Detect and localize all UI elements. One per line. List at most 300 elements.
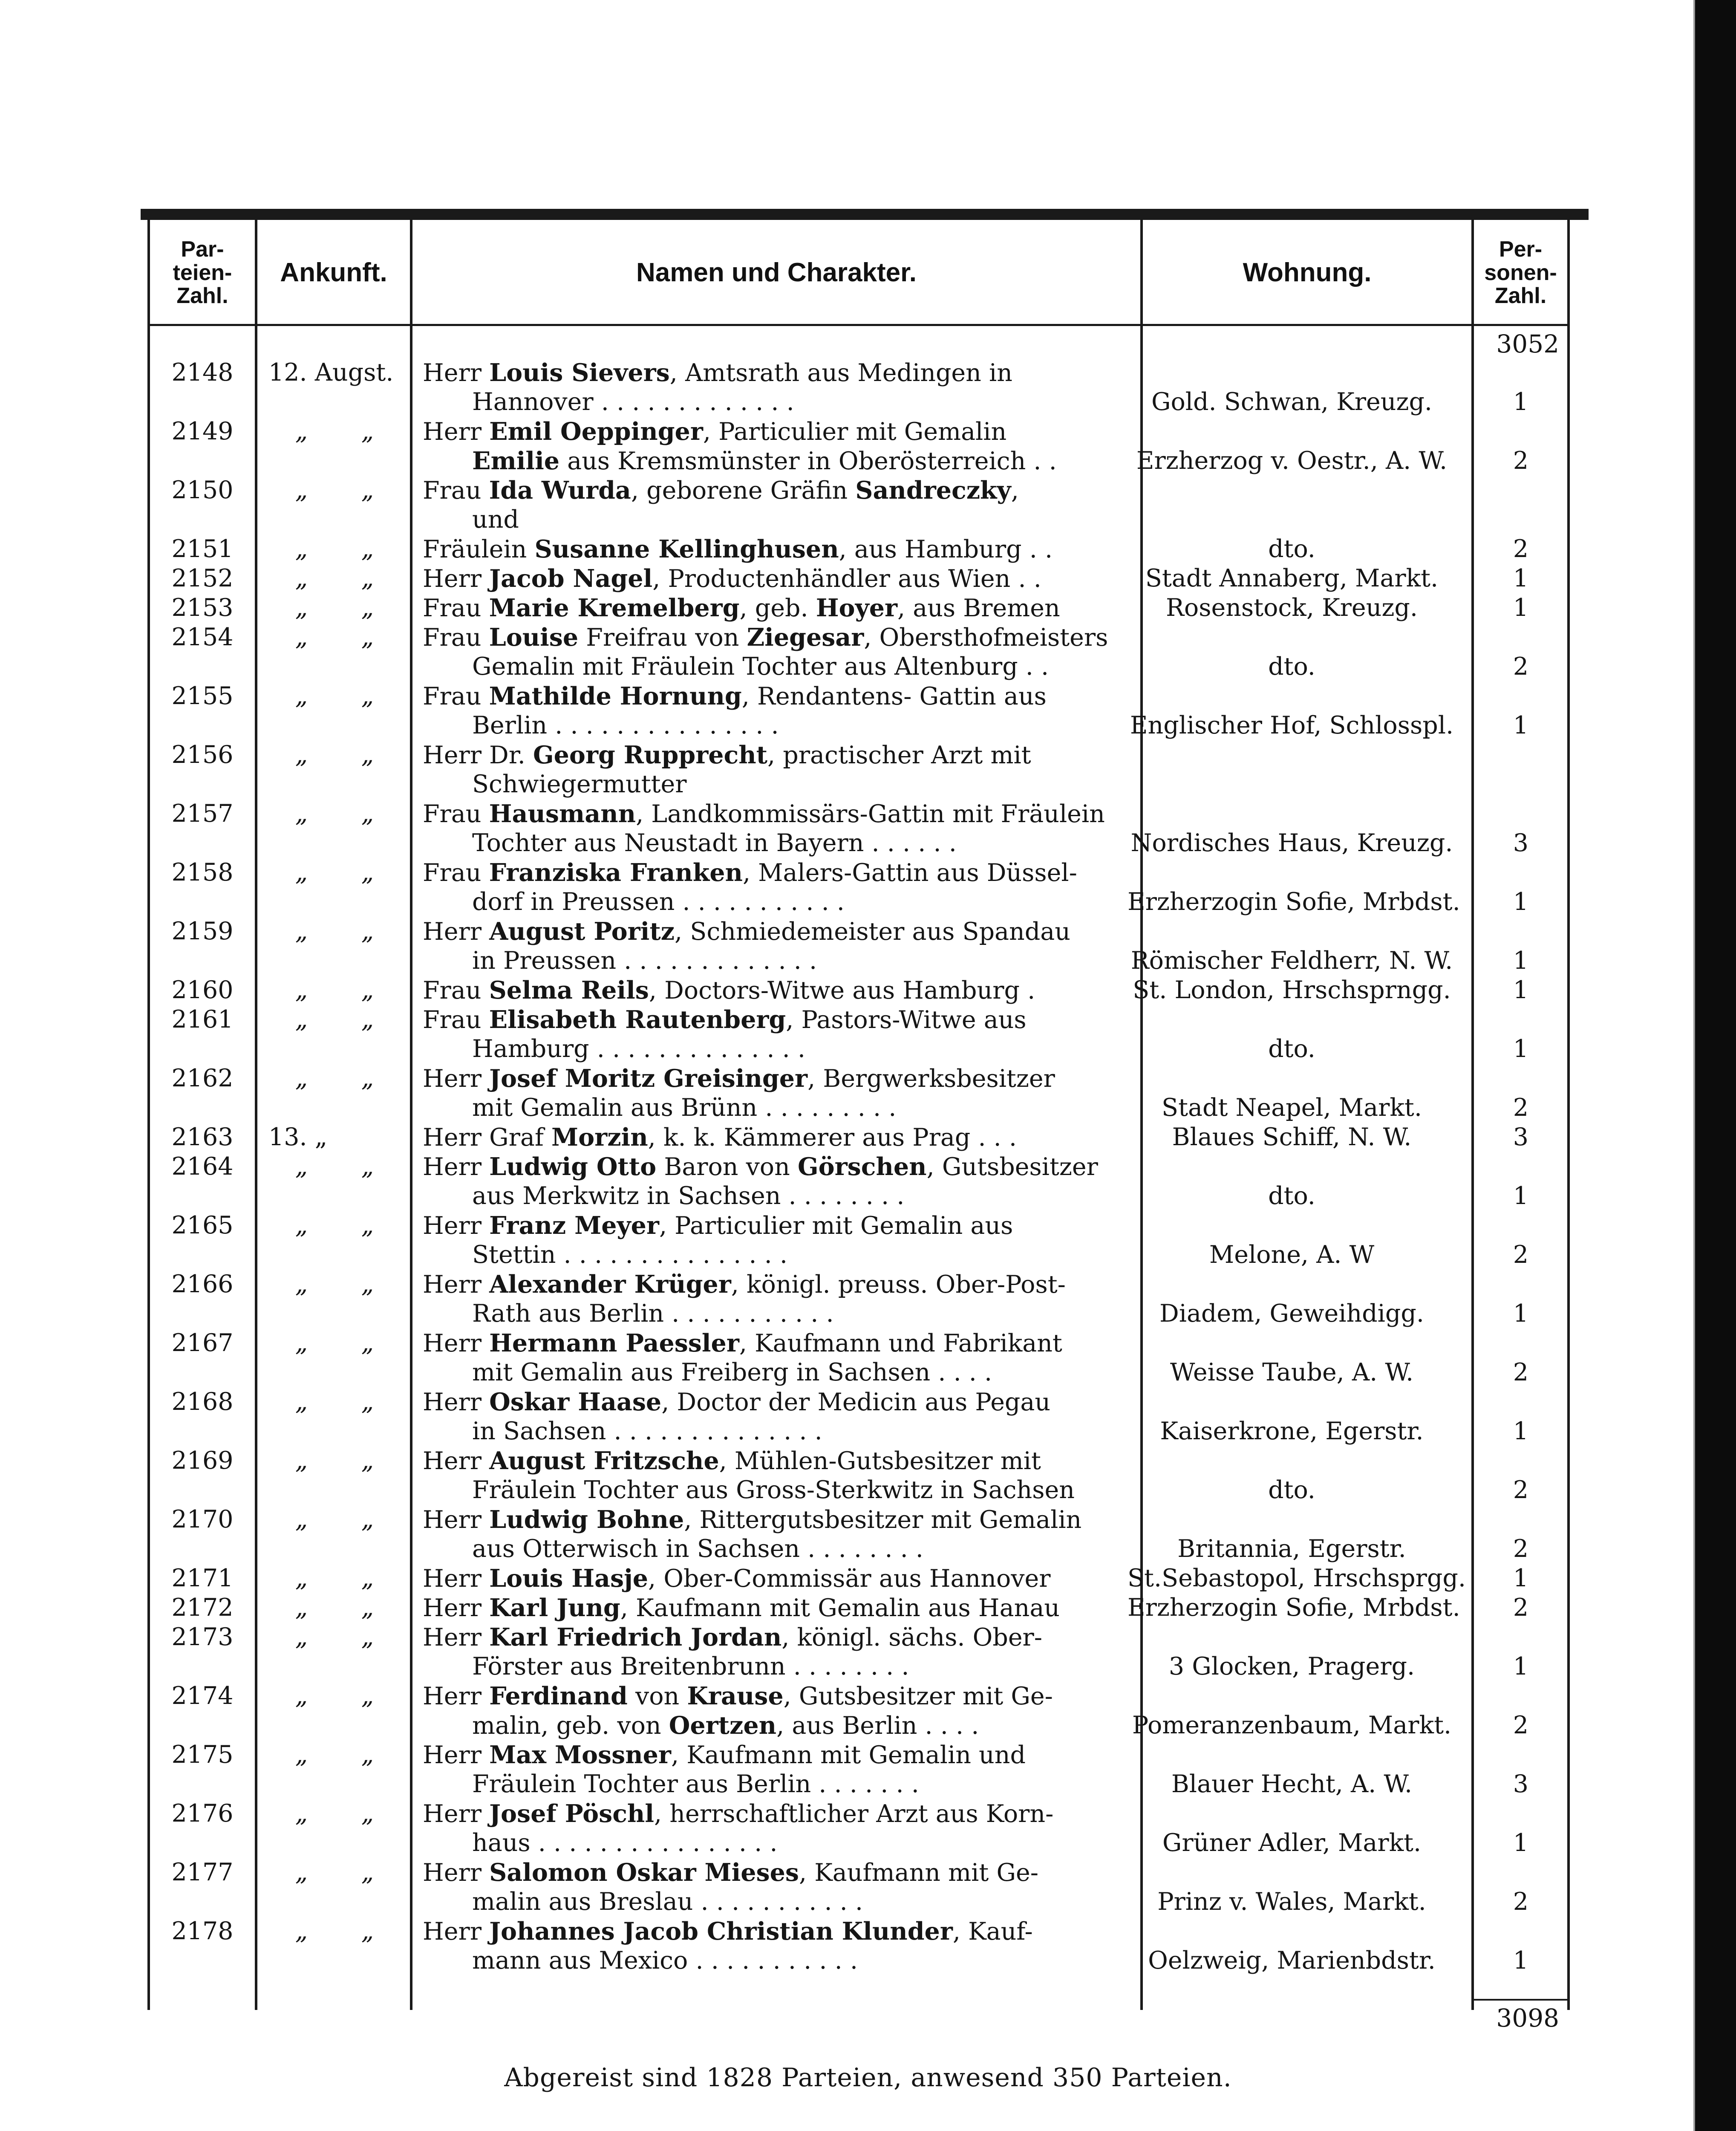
entry-line bbox=[0, 917, 1577, 946]
residence: Römischer Feldherr, N. W. bbox=[1130, 947, 1453, 975]
register-entry bbox=[0, 1564, 1577, 1593]
name-continuation: aus Merkwitz in Sachsen . . . . . . . . bbox=[472, 1182, 905, 1210]
ditto-mark: „ bbox=[361, 1329, 374, 1357]
residence: dto. bbox=[1268, 535, 1315, 563]
persons-count bbox=[1456, 1328, 1546, 1358]
name-and-character bbox=[414, 681, 1125, 711]
persons-count bbox=[1456, 1005, 1546, 1034]
ditto-mark: „ bbox=[361, 564, 374, 592]
arrival-blank bbox=[260, 1358, 401, 1387]
ditto-mark: „ bbox=[295, 1447, 308, 1475]
party-number-blank bbox=[145, 1534, 260, 1564]
entry-text: , Schmiedemeister aus Spandau bbox=[675, 918, 1070, 946]
register-entry bbox=[0, 534, 1577, 564]
residence bbox=[1128, 1446, 1456, 1476]
entry-text: Herr bbox=[423, 1565, 490, 1593]
persons-count bbox=[1456, 799, 1546, 829]
ditto-mark: „ bbox=[361, 1005, 374, 1034]
register-entry bbox=[0, 623, 1577, 681]
persons-count: 3 bbox=[1513, 829, 1528, 857]
ditto-mark: „ bbox=[361, 1858, 374, 1886]
ditto-mark: „ bbox=[295, 976, 308, 1004]
party-number: 2176 bbox=[171, 1799, 234, 1828]
arrival-blank bbox=[260, 1828, 401, 1858]
register-entry bbox=[0, 976, 1577, 1005]
ditto-mark: „ bbox=[295, 741, 308, 769]
carry-over-total: 3052 bbox=[1496, 329, 1559, 358]
persons-count bbox=[1456, 417, 1546, 446]
party-number: 2170 bbox=[171, 1505, 234, 1533]
arrival-blank bbox=[260, 1652, 401, 1681]
entry-text: , Ober-Commissär aus Hannover bbox=[648, 1565, 1051, 1593]
residence bbox=[1128, 681, 1456, 711]
ditto-mark: „ bbox=[295, 1211, 308, 1239]
entry-text: Frau bbox=[423, 1006, 489, 1034]
persons-count: 1 bbox=[1513, 1564, 1528, 1592]
arrival-blank bbox=[260, 887, 401, 917]
party-number-blank bbox=[145, 1034, 260, 1064]
entry-line bbox=[0, 623, 1577, 652]
ditto-mark: „ bbox=[295, 682, 308, 710]
guest-name-bold: Josef Moritz Greisinger bbox=[489, 1064, 808, 1093]
name-and-character bbox=[414, 1505, 1125, 1534]
persons-count: 2 bbox=[1513, 1535, 1528, 1563]
persons-count bbox=[1456, 740, 1546, 770]
party-number: 2160 bbox=[171, 976, 234, 1004]
party-number: 2167 bbox=[171, 1329, 234, 1357]
arrival-blank bbox=[260, 946, 401, 976]
entry-text: , Gutsbesitzer mit Ge- bbox=[783, 1682, 1053, 1710]
entry-text: aus Kremsmünster in Oberösterreich . . bbox=[559, 447, 1057, 475]
residence bbox=[1128, 358, 1456, 387]
entry-text: , aus Bremen bbox=[897, 594, 1060, 622]
entry-continuation-line bbox=[0, 1240, 1577, 1270]
persons-count: 1 bbox=[1513, 1035, 1528, 1063]
persons-count bbox=[1456, 858, 1546, 887]
party-number-blank bbox=[145, 1887, 260, 1917]
entry-text: , Rendantens- Gattin aus bbox=[741, 682, 1047, 710]
arrival-blank bbox=[260, 711, 401, 740]
residence bbox=[1128, 1917, 1456, 1946]
name-and-character bbox=[414, 358, 1125, 387]
entry-line bbox=[0, 593, 1577, 623]
party-number-blank bbox=[145, 711, 260, 740]
party-number: 2157 bbox=[171, 800, 234, 828]
register-table-body bbox=[0, 358, 1577, 1975]
residence: Erzherzogin Sofie, Mrbdst. bbox=[1128, 888, 1460, 916]
party-number-blank bbox=[145, 829, 260, 858]
header-wohnung: Wohnung. bbox=[1243, 258, 1372, 288]
guest-name-bold: Susanne Kellinghusen bbox=[534, 535, 839, 563]
party-number-blank bbox=[145, 1093, 260, 1123]
guest-name-bold: Emil Oeppinger bbox=[489, 417, 703, 446]
arrival-blank bbox=[260, 387, 401, 417]
name-continuation: Förster aus Breitenbrunn . . . . . . . . bbox=[472, 1652, 909, 1681]
entry-text: , Mühlen-Gutsbesitzer mit bbox=[719, 1447, 1041, 1475]
persons-count: 2 bbox=[1513, 1358, 1528, 1386]
register-entry bbox=[0, 1799, 1577, 1858]
register-entry bbox=[0, 1152, 1577, 1211]
arrival-date bbox=[260, 623, 401, 652]
persons-count bbox=[1456, 1505, 1546, 1534]
arrival-date bbox=[260, 1917, 401, 1946]
party-number-blank bbox=[145, 1417, 260, 1446]
ditto-mark: „ bbox=[361, 1682, 374, 1710]
arrival-date bbox=[260, 1681, 401, 1711]
entry-text: Fräulein bbox=[423, 535, 535, 563]
ditto-mark: „ bbox=[361, 976, 374, 1004]
guest-name-bold: Max Mossner bbox=[489, 1741, 671, 1769]
name-and-character bbox=[414, 593, 1125, 623]
ditto-mark: „ bbox=[295, 417, 308, 445]
arrival-date bbox=[260, 534, 401, 564]
entry-line bbox=[0, 1917, 1577, 1946]
arrival-blank bbox=[260, 1887, 401, 1917]
name-and-character bbox=[414, 1681, 1125, 1711]
persons-count: 3 bbox=[1513, 1123, 1528, 1151]
entry-text: , Malers-Gattin aus Düssel- bbox=[742, 859, 1077, 887]
entry-line bbox=[0, 1270, 1577, 1299]
ditto-mark: „ bbox=[295, 1799, 308, 1828]
persons-count bbox=[1456, 1799, 1546, 1828]
arrival-blank bbox=[260, 1534, 401, 1564]
persons-count: 2 bbox=[1513, 447, 1528, 475]
persons-count bbox=[1456, 681, 1546, 711]
party-number-blank bbox=[145, 505, 260, 534]
party-number: 2148 bbox=[171, 358, 234, 387]
entry-text: Frau bbox=[423, 859, 489, 887]
ditto-mark: „ bbox=[295, 1682, 308, 1710]
name-continuation: in Preussen . . . . . . . . . . . . . bbox=[472, 947, 817, 975]
header-personen-zahl: Per- sonen- Zahl. bbox=[1484, 237, 1557, 309]
party-number: 2164 bbox=[171, 1152, 234, 1181]
residence: Blaues Schiff, N. W. bbox=[1172, 1123, 1412, 1151]
entry-continuation-line bbox=[0, 1476, 1577, 1505]
party-number: 2168 bbox=[171, 1388, 234, 1416]
entry-continuation-line bbox=[0, 1181, 1577, 1211]
residence bbox=[1128, 1799, 1456, 1828]
register-entry bbox=[0, 1005, 1577, 1064]
name-and-character bbox=[414, 1740, 1125, 1770]
entry-line bbox=[0, 358, 1577, 387]
register-entry bbox=[0, 1593, 1577, 1623]
residence bbox=[1128, 1505, 1456, 1534]
ditto-mark: „ bbox=[361, 800, 374, 828]
party-number: 2162 bbox=[171, 1064, 234, 1092]
name-and-character bbox=[414, 417, 1125, 446]
party-number-blank bbox=[145, 1828, 260, 1858]
running-total: 3098 bbox=[1496, 2004, 1559, 2033]
guest-name-bold: Hoyer bbox=[816, 594, 897, 622]
scan-border bbox=[1695, 0, 1736, 2131]
ditto-mark: „ bbox=[361, 1594, 374, 1622]
name-and-character bbox=[414, 1270, 1125, 1299]
residence bbox=[1128, 1858, 1456, 1887]
ditto-mark: „ bbox=[295, 1388, 308, 1416]
name-continuation: Fräulein Tochter aus Gross-Sterkwitz in Sachsen bbox=[472, 1476, 1075, 1504]
ditto-mark: „ bbox=[295, 917, 308, 945]
persons-count: 2 bbox=[1513, 1711, 1528, 1739]
arrival-date bbox=[260, 1858, 401, 1887]
entry-text: , Bergwerksbesitzer bbox=[807, 1065, 1055, 1093]
guest-name-bold: Emilie bbox=[472, 447, 559, 475]
entry-text: , bbox=[1011, 476, 1019, 505]
entry-continuation-line bbox=[0, 652, 1577, 681]
residence bbox=[1128, 623, 1456, 652]
register-entry bbox=[0, 1123, 1577, 1152]
party-number: 2174 bbox=[171, 1682, 234, 1710]
entry-text: Herr bbox=[423, 1917, 490, 1946]
arrival-date bbox=[260, 417, 401, 446]
arrival-date bbox=[260, 1211, 401, 1240]
ditto-mark: „ bbox=[295, 858, 308, 886]
entry-text: Herr bbox=[423, 1153, 490, 1181]
party-number-blank bbox=[145, 1299, 260, 1328]
residence bbox=[1128, 505, 1456, 534]
arrival-blank bbox=[260, 1770, 401, 1799]
register-entry bbox=[0, 1387, 1577, 1446]
header-parteien-zahl: Par- teien- Zahl. bbox=[173, 237, 232, 309]
residence bbox=[1128, 1211, 1456, 1240]
name-continuation: und bbox=[472, 505, 519, 534]
residence: dto. bbox=[1268, 653, 1315, 681]
entry-text: , geb. bbox=[739, 594, 816, 622]
entry-line bbox=[0, 564, 1577, 593]
scan-fold bbox=[1693, 0, 1695, 2131]
entry-text: , Gutsbesitzer bbox=[926, 1153, 1098, 1181]
entry-text: Herr bbox=[423, 359, 490, 387]
residence: St. London, Hrschsprngg. bbox=[1133, 976, 1451, 1004]
party-number-blank bbox=[145, 1770, 260, 1799]
register-entry bbox=[0, 1740, 1577, 1799]
register-entry bbox=[0, 799, 1577, 858]
name-continuation: Gemalin mit Fräulein Tochter aus Altenburg . . bbox=[472, 653, 1049, 681]
party-number-blank bbox=[145, 387, 260, 417]
party-number: 2154 bbox=[171, 623, 234, 651]
entry-text: von bbox=[627, 1682, 687, 1710]
entry-line bbox=[0, 858, 1577, 887]
ditto-mark: „ bbox=[295, 1594, 308, 1622]
name-and-character bbox=[414, 740, 1125, 770]
name-continuation: mit Gemalin aus Brünn . . . . . . . . . bbox=[472, 1094, 897, 1122]
name-and-character bbox=[414, 1064, 1125, 1093]
guest-name-bold: Marie Kremelberg bbox=[489, 594, 740, 622]
entry-text: Frau bbox=[423, 682, 489, 710]
guest-name-bold: Salomon Oskar Mieses bbox=[489, 1858, 799, 1887]
arrival-date bbox=[260, 1123, 401, 1152]
entry-continuation-line bbox=[0, 1299, 1577, 1328]
persons-count: 1 bbox=[1513, 947, 1528, 975]
ditto-mark: „ bbox=[295, 1505, 308, 1533]
entry-text: Herr bbox=[423, 1682, 490, 1710]
residence: Oelzweig, Marienbdstr. bbox=[1148, 1946, 1436, 1975]
guest-name-bold: Franziska Franken bbox=[489, 858, 743, 887]
residence bbox=[1128, 917, 1456, 946]
persons-count bbox=[1456, 1211, 1546, 1240]
arrival-blank bbox=[260, 1093, 401, 1123]
residence bbox=[1128, 1328, 1456, 1358]
ditto-mark: „ bbox=[361, 623, 374, 651]
ditto-mark: „ bbox=[295, 1917, 308, 1945]
arrival-blank bbox=[260, 446, 401, 476]
party-number-blank bbox=[145, 1240, 260, 1270]
page-footer-summary: Abgereist sind 1828 Parteien, anwesend 350 Parteien. bbox=[504, 2063, 1232, 2093]
name-and-character bbox=[414, 476, 1125, 505]
entry-line bbox=[0, 1505, 1577, 1534]
entry-line bbox=[0, 1593, 1577, 1623]
guest-name-bold: Karl Jung bbox=[489, 1594, 620, 1622]
entry-text: , Particulier mit Gemalin aus bbox=[659, 1212, 1013, 1240]
residence: Prinz v. Wales, Markt. bbox=[1157, 1888, 1426, 1916]
entry-line bbox=[0, 1740, 1577, 1770]
residence: Erzherzogin Sofie, Mrbdst. bbox=[1128, 1594, 1460, 1622]
entry-continuation-line bbox=[0, 770, 1577, 799]
persons-count bbox=[1456, 1858, 1546, 1887]
arrival-blank bbox=[260, 652, 401, 681]
header-rule bbox=[147, 324, 1570, 326]
persons-count: 2 bbox=[1513, 1476, 1528, 1504]
persons-count bbox=[1456, 1740, 1546, 1770]
arrival-blank bbox=[260, 1417, 401, 1446]
ditto-mark: „ bbox=[361, 1741, 374, 1769]
arrival-blank bbox=[260, 829, 401, 858]
register-entry bbox=[0, 1270, 1577, 1328]
entry-text: , k. k. Kämmerer aus Prag . . . bbox=[648, 1123, 1017, 1152]
arrival-date bbox=[260, 564, 401, 593]
party-number: 2172 bbox=[171, 1594, 234, 1622]
entry-text: , practischer Arzt mit bbox=[767, 741, 1031, 769]
persons-count bbox=[1456, 1446, 1546, 1476]
arrival-date bbox=[260, 1799, 401, 1828]
party-number-blank bbox=[145, 1358, 260, 1387]
ditto-mark: „ bbox=[295, 564, 308, 592]
register-entry bbox=[0, 1211, 1577, 1270]
party-number: 2171 bbox=[171, 1564, 234, 1592]
entry-text: Herr bbox=[423, 1859, 490, 1887]
ditto-mark: „ bbox=[361, 682, 374, 710]
residence bbox=[1128, 417, 1456, 446]
residence: Gold. Schwan, Kreuzg. bbox=[1151, 388, 1433, 416]
persons-count: 2 bbox=[1513, 1094, 1528, 1122]
residence: Erzherzog v. Oestr., A. W. bbox=[1136, 447, 1448, 475]
party-number-blank bbox=[145, 770, 260, 799]
persons-count bbox=[1456, 1270, 1546, 1299]
persons-count bbox=[1456, 1917, 1546, 1946]
residence: Stadt Annaberg, Markt. bbox=[1145, 564, 1439, 592]
register-entry bbox=[0, 1328, 1577, 1387]
name-and-character bbox=[414, 564, 1125, 593]
party-number-blank bbox=[145, 446, 260, 476]
guest-name-bold: Jacob Nagel bbox=[489, 564, 653, 593]
residence: Blauer Hecht, A. W. bbox=[1171, 1770, 1413, 1798]
residence: dto. bbox=[1268, 1035, 1315, 1063]
persons-count: 1 bbox=[1513, 1417, 1528, 1445]
entry-text: Herr bbox=[423, 918, 490, 946]
arrival-date bbox=[260, 1446, 401, 1476]
persons-count: 1 bbox=[1513, 1182, 1528, 1210]
register-entry bbox=[0, 740, 1577, 799]
name-continuation: haus . . . . . . . . . . . . . . . . bbox=[472, 1829, 778, 1857]
entry-text: , Kaufmann und Fabrikant bbox=[739, 1329, 1062, 1357]
guest-name-bold: Hausmann bbox=[489, 800, 636, 828]
persons-count: 1 bbox=[1513, 564, 1528, 592]
entry-text: , Kauf- bbox=[952, 1917, 1033, 1946]
entry-line bbox=[0, 476, 1577, 505]
name-continuation: dorf in Preussen . . . . . . . . . . . bbox=[472, 888, 845, 916]
guest-name-bold: August Poritz bbox=[489, 917, 675, 946]
entry-line bbox=[0, 1564, 1577, 1593]
ditto-mark: „ bbox=[361, 1799, 374, 1828]
name-continuation: Rath aus Berlin . . . . . . . . . . . bbox=[472, 1299, 834, 1328]
residence bbox=[1128, 1387, 1456, 1417]
entry-continuation-line bbox=[0, 946, 1577, 976]
entry-continuation-line bbox=[0, 1770, 1577, 1799]
residence bbox=[1128, 1623, 1456, 1652]
arrival-date bbox=[260, 1005, 401, 1034]
residence bbox=[1128, 1005, 1456, 1034]
entry-continuation-line bbox=[0, 711, 1577, 740]
name-and-character bbox=[414, 623, 1125, 652]
guest-name-bold: Karl Friedrich Jordan bbox=[489, 1623, 782, 1652]
entry-text: Baron von bbox=[656, 1153, 798, 1181]
entry-line bbox=[0, 1211, 1577, 1240]
ditto-mark: „ bbox=[361, 1152, 374, 1181]
party-number-blank bbox=[145, 1711, 260, 1740]
arrival-date bbox=[260, 799, 401, 829]
arrival-blank bbox=[260, 505, 401, 534]
guest-name-bold: Elisabeth Rautenberg bbox=[489, 1005, 786, 1034]
ditto-mark: „ bbox=[295, 1270, 308, 1298]
guest-name-bold: Mathilde Hornung bbox=[489, 682, 742, 710]
persons-count: 2 bbox=[1513, 653, 1528, 681]
party-number: 2169 bbox=[171, 1447, 234, 1475]
name-continuation: mann aus Mexico . . . . . . . . . . . bbox=[472, 1946, 858, 1975]
persons-count: 2 bbox=[1513, 535, 1528, 563]
guest-name-bold: Louise bbox=[489, 623, 579, 652]
register-entry bbox=[0, 1681, 1577, 1740]
persons-count: 1 bbox=[1513, 711, 1528, 739]
party-number-blank bbox=[145, 652, 260, 681]
table-top-rule bbox=[141, 209, 1589, 220]
party-number-blank bbox=[145, 887, 260, 917]
party-number: 2158 bbox=[171, 858, 234, 886]
guest-name-bold: Ludwig Bohne bbox=[489, 1505, 684, 1534]
residence: dto. bbox=[1268, 1182, 1315, 1210]
entry-continuation-line bbox=[0, 829, 1577, 858]
arrival-date bbox=[260, 593, 401, 623]
residence bbox=[1128, 476, 1456, 505]
entry-text: malin, geb. von bbox=[472, 1712, 669, 1740]
entry-continuation-line bbox=[0, 446, 1577, 476]
persons-count: 1 bbox=[1513, 888, 1528, 916]
entry-text: Herr bbox=[423, 1506, 490, 1534]
residence bbox=[1128, 1152, 1456, 1181]
ditto-mark: „ bbox=[295, 594, 308, 622]
name-and-character bbox=[414, 1123, 1125, 1152]
register-entry bbox=[0, 476, 1577, 534]
name-continuation: malin aus Breslau . . . . . . . . . . . bbox=[472, 1888, 863, 1916]
residence bbox=[1128, 740, 1456, 770]
name-and-character bbox=[414, 858, 1125, 887]
arrival-date bbox=[260, 1270, 401, 1299]
residence: Diadem, Geweihdigg. bbox=[1159, 1299, 1424, 1328]
entry-text: , königl. sächs. Ober- bbox=[781, 1623, 1043, 1652]
party-number: 2149 bbox=[171, 417, 234, 445]
name-and-character bbox=[414, 1446, 1125, 1476]
entry-continuation-line bbox=[0, 887, 1577, 917]
arrival-date bbox=[260, 1328, 401, 1358]
party-number: 2150 bbox=[171, 476, 234, 504]
